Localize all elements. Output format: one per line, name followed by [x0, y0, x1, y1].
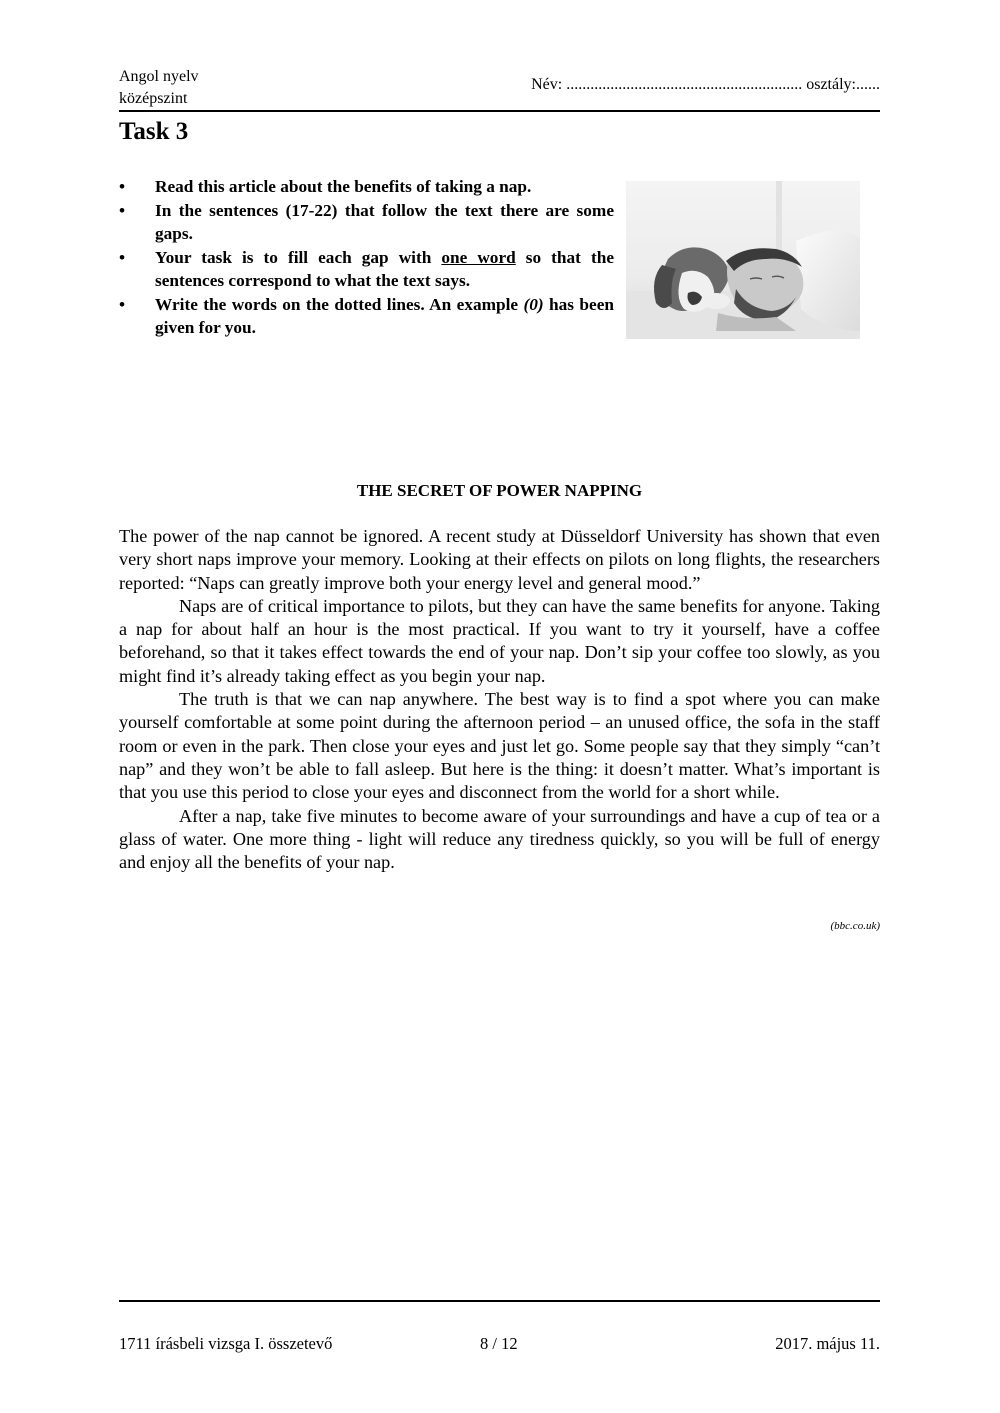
bullet-icon: •: [119, 200, 126, 220]
article-paragraph: The truth is that we can nap anywhere. The best way is to find a spot where you can make yourself comfortable at some point during the afternoon period – an unused office, the sofa in the staff room or even in the park. Then close your eyes and just let go. Some people say that they simply “can’t nap” and they won’t be able to fall asleep. But here is the thing: it doesn’t matter. What’s important is that you use this period to close your eyes and disconnect from the world for a short while.: [119, 689, 880, 803]
subject-line-1: Angol nyelv: [119, 68, 199, 85]
footer-divider: [119, 1300, 880, 1302]
sleeping-man-and-dog-photo: [626, 181, 860, 339]
instruction-item: • In the sentences (17-22) that follow the text there are some gaps.: [119, 200, 614, 243]
footer-exam-code: 1711 írásbeli vizsga I. összetevő: [119, 1334, 333, 1353]
instructions-list: [119, 175, 614, 340]
article-source: (bbc.co.uk): [830, 920, 880, 932]
instruction-item: • Write the words on the dotted lines. An example (0) has been given for you.: [119, 294, 614, 337]
example-marker: (0): [523, 294, 544, 314]
instruction-item: • Read this article about the benefits of taking a nap.: [119, 175, 614, 199]
article-paragraph: After a nap, take five minutes to become aware of your surroundings and have a cup of tea or a glass of water. One more thing - light will reduce any tiredness quickly, so you will be full of energy and enjoy all the benefits of your nap.: [119, 805, 880, 873]
name-class-field: Név: ........................................................... osztály:......: [531, 76, 880, 93]
bullet-icon: •: [119, 294, 126, 314]
article-title: THE SECRET OF POWER NAPPING: [356, 481, 643, 500]
task-title: Task 3: [119, 118, 189, 145]
article-paragraph: Naps are of critical importance to pilots, but they can have the same benefits for anyone. Taking a nap for about half an hour is the most practical. If you want to try it yourself, have a coffee beforehand, so that it takes effect towards the end of your nap. Don’t sip your coffee too slowly, as you might find it’s already taking effect as you begin your nap.: [119, 595, 880, 686]
bullet-icon: •: [119, 247, 126, 267]
instruction-item: • Your task is to fill each gap with one word so that the sentences correspond to what the text says.: [119, 247, 614, 290]
footer-page-number: 8 / 12: [480, 1334, 518, 1353]
article-body: [119, 525, 880, 874]
bullet-icon: •: [119, 177, 126, 196]
exam-subject: [119, 66, 199, 110]
article-paragraph: The power of the nap cannot be ignored. A recent study at Düsseldorf University has shown that even very short naps improve your memory. Looking at their effects on pilots on long flights, the researchers reported: “Naps can greatly improve both your energy level and general mood.”: [119, 526, 880, 593]
subject-line-2: középszint: [119, 90, 188, 107]
header-divider: [119, 110, 880, 112]
footer-date: 2017. május 11.: [775, 1334, 880, 1353]
underlined-emphasis: one word: [441, 247, 516, 267]
